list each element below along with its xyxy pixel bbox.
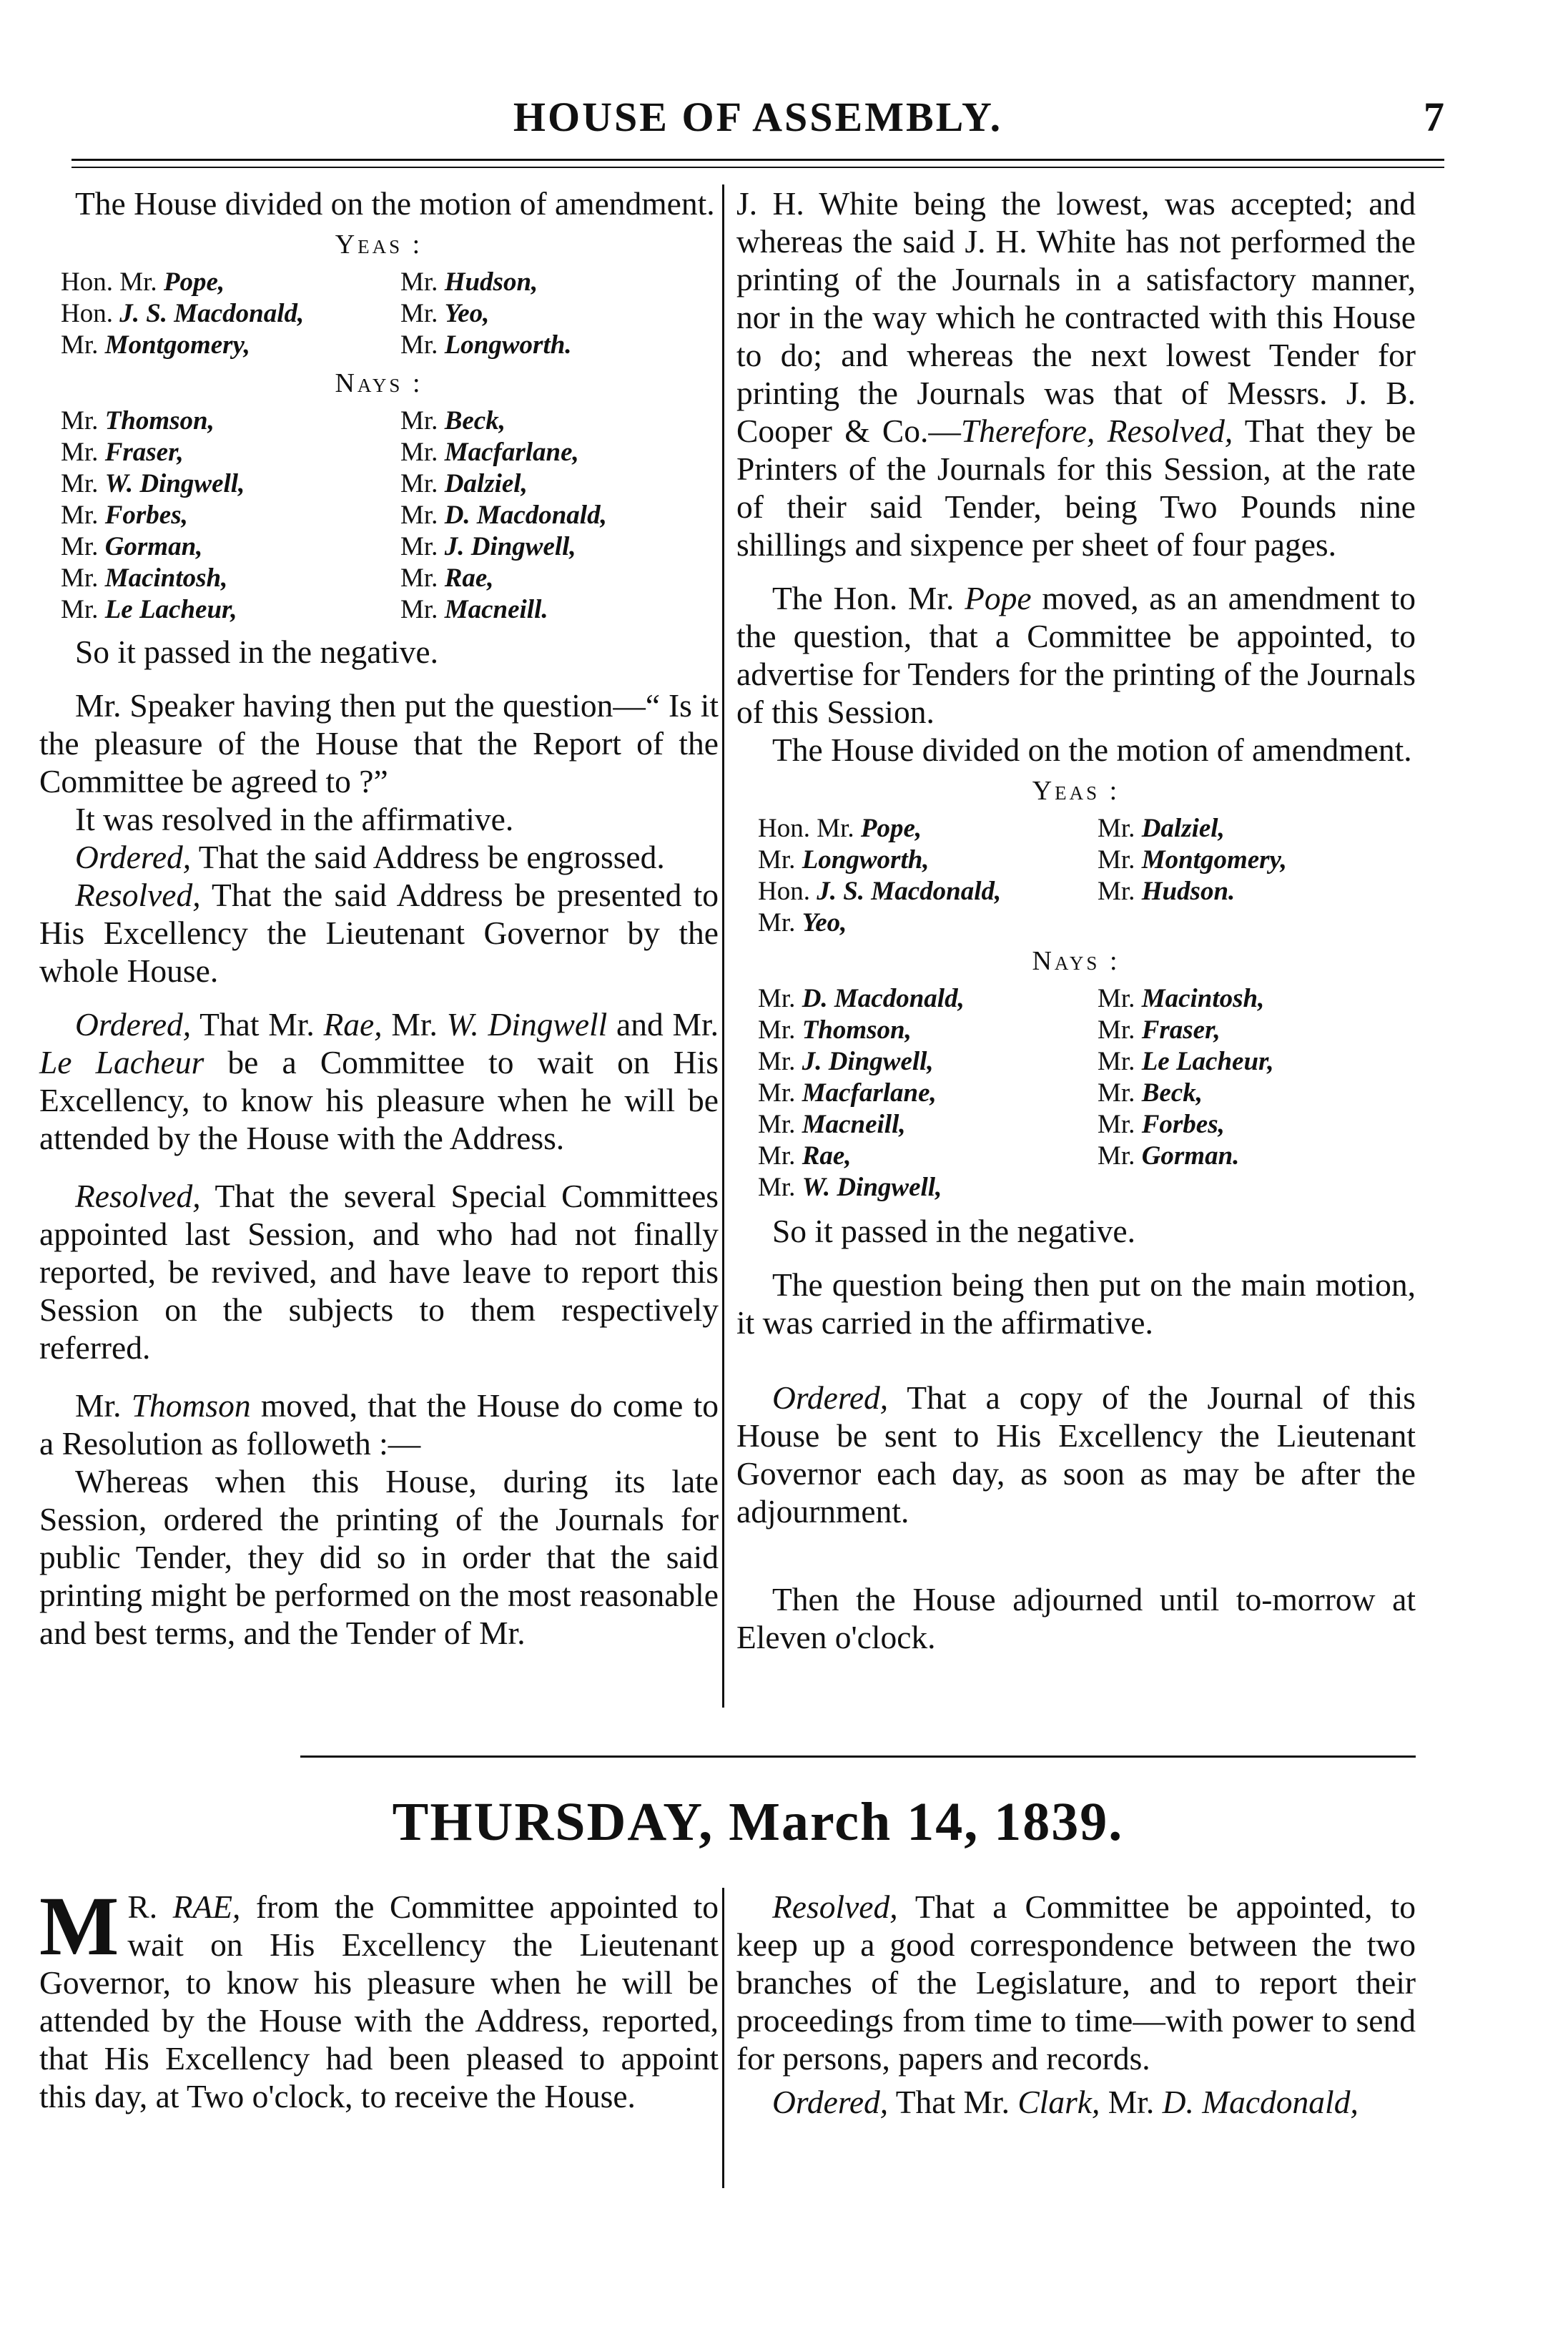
member-title: Mr. (400, 406, 445, 435)
member-title: Mr. (61, 563, 105, 593)
member-entry (758, 1015, 1076, 1046)
lead-word: Ordered, (772, 2084, 889, 2120)
member-entry (1098, 907, 1416, 939)
member-entry (61, 531, 379, 563)
paragraph (736, 184, 1416, 563)
paragraph: Then the House adjourned until to-morrow at Eleven o'clock. (736, 1581, 1416, 1655)
paragraph (736, 579, 1416, 731)
member-entry (1098, 1172, 1416, 1203)
member-entry (1098, 1109, 1416, 1141)
text: That the several Special Committees appointed last Session, and who had not finally reported, be revived, and have leave to report this Session on the subjects to them respectively referred. (39, 1178, 719, 1366)
member-title: Mr. (758, 1110, 802, 1139)
member-title: Mr. (400, 595, 445, 624)
member-title: Mr. (61, 330, 105, 360)
member-title: Mr. (1098, 1110, 1142, 1139)
member-title: Mr. (400, 469, 445, 498)
paragraph: So it passed in the negative. (75, 634, 438, 670)
text: moved, that the House do come to a Resolution as followeth :— (39, 1387, 719, 1462)
column-divider (722, 1888, 724, 2188)
member-title: Mr. (758, 984, 802, 1013)
member-title: Mr. (758, 1173, 802, 1202)
member-name: Macintosh, (104, 563, 228, 593)
member-name: RAE, (172, 1889, 241, 1925)
member-title: Mr. (1098, 877, 1142, 906)
member-entry (61, 594, 379, 626)
member-entry (758, 907, 1076, 939)
member-name: Dalziel, (444, 469, 528, 498)
member-name: Forbes, (104, 501, 188, 530)
member-entry (61, 298, 379, 330)
member-entry (400, 405, 719, 437)
member-name: Thomson (131, 1387, 251, 1424)
member-title: Mr. (1098, 1015, 1142, 1045)
day-heading: THURSDAY, March 14, 1839. (392, 1792, 1124, 1852)
text: That a Committee be appointed, to keep up a good correspondence between the two branches of the Legislature, and to report their proceedings from time to time—with power to send for persons, papers and records. (736, 1889, 1416, 2077)
paragraph: Mr. Speaker having then put the question—“ Is it the pleasure of the House that the Report of the Committee be agreed to ?” (39, 687, 719, 799)
text: Mr. (75, 1387, 132, 1424)
nays-list (736, 983, 1416, 1203)
text: moved, as an amendment to the question, that a Committee be appointed, to advertise for Tenders for the printing of the Journals of this Session. (736, 580, 1416, 730)
yeas-heading: Yeas : (1032, 776, 1120, 806)
member-title: Mr. (758, 1141, 802, 1171)
member-entry (758, 813, 1076, 844)
member-title: Mr. (1098, 1078, 1142, 1108)
member-name: W. Dingwell, (802, 1173, 942, 1202)
paragraph (736, 1888, 1416, 2077)
member-name: Thomson, (104, 406, 215, 435)
member-entry (400, 531, 719, 563)
member-title: Mr. (1098, 1047, 1142, 1076)
member-name: J. S. Macdonald, (119, 299, 305, 328)
member-entry (61, 500, 379, 531)
member-name: Macfarlane, (802, 1078, 937, 1108)
paragraph (39, 1387, 719, 1462)
member-title: Mr. (1098, 984, 1142, 1013)
member-entry (61, 468, 379, 500)
text: That the said Address be engrossed. (191, 839, 665, 875)
right-column-lower (736, 1888, 1416, 2121)
nays-list (39, 405, 719, 626)
member-name: Macneill, (802, 1110, 906, 1139)
paragraph (39, 876, 719, 990)
member-title: Mr. (758, 1078, 802, 1108)
member-name: Longworth. (444, 330, 572, 360)
member-name: Fraser, (104, 438, 184, 467)
member-entry (400, 330, 719, 361)
member-entry (758, 1172, 1076, 1203)
lead-word: Therefore, Resolved, (960, 413, 1233, 449)
member-title: Mr. (400, 438, 445, 467)
member-name: Le Lacheur (39, 1044, 204, 1080)
member-name: Gorman. (1141, 1141, 1240, 1171)
member-entry (400, 298, 719, 330)
member-name: Clark, (1017, 2084, 1100, 2120)
member-name: J. Dingwell, (802, 1047, 934, 1076)
header-rule (72, 159, 1444, 168)
member-title: Mr. (400, 501, 445, 530)
member-title: Hon. Mr. (61, 267, 164, 297)
member-name: Le Lacheur, (104, 595, 237, 624)
left-column (39, 184, 719, 1652)
member-name: D. Macdonald, (444, 501, 607, 530)
member-title: Mr. (400, 563, 445, 593)
text: That the said Address be presented to His Excellency the Lieutenant Governor by the whole House. (39, 877, 719, 989)
member-name: Macneill. (444, 595, 548, 624)
member-title: Mr. (400, 299, 445, 328)
text: be a Committee to wait on His Excellency, to know his pleasure when he will be attended by the House with the Address. (39, 1044, 719, 1156)
member-name: Hudson. (1141, 877, 1236, 906)
member-entry (758, 876, 1076, 907)
paragraph (736, 1379, 1416, 1530)
member-name: Fraser, (1141, 1015, 1221, 1045)
member-name: W. Dingwell (446, 1006, 608, 1043)
lead-word: Ordered, (772, 1379, 889, 1416)
member-title: Mr. (1098, 845, 1142, 875)
member-name: Beck, (1141, 1078, 1203, 1108)
member-title: Mr. (758, 845, 802, 875)
member-title: Mr. (758, 908, 802, 937)
member-name: Hudson, (444, 267, 538, 297)
member-entry (400, 563, 719, 594)
running-title: HOUSE OF ASSEMBLY. (513, 94, 1003, 140)
member-entry (61, 267, 379, 298)
nays-heading: Nays : (335, 368, 423, 398)
member-title: Mr. (1098, 1141, 1142, 1171)
lead-word: Ordered, (75, 1006, 192, 1043)
member-name: Longworth, (802, 845, 930, 875)
member-name: Yeo, (444, 299, 490, 328)
paragraph: It was resolved in the affirmative. (75, 801, 514, 837)
member-entry (400, 500, 719, 531)
text: The Hon. Mr. (772, 580, 965, 616)
member-title: Mr. (758, 1047, 802, 1076)
paragraph (39, 1177, 719, 1366)
lead-word: Resolved, (75, 1178, 201, 1214)
member-title: Mr. (61, 501, 105, 530)
text: from the Committee appointed to wait on His Excellency the Lieutenant Governor, to know his pleasure when he will be attended by the House with the Address, reported, that His Excellency had been pleased to appoint this day, at Two o'clock, to receive the House. (39, 1889, 719, 2114)
member-entry (758, 983, 1076, 1015)
member-title: Mr. (1098, 814, 1142, 843)
member-entry (1098, 1046, 1416, 1078)
member-name: Yeo, (802, 908, 847, 937)
member-entry (1098, 1078, 1416, 1109)
member-name: Rae, (444, 563, 494, 593)
member-name: Montgomery, (1141, 845, 1287, 875)
member-title: Mr. (61, 595, 105, 624)
member-entry (1098, 876, 1416, 907)
member-entry (61, 563, 379, 594)
member-name: Dalziel, (1141, 814, 1225, 843)
member-title: Mr. (61, 532, 105, 561)
member-entry (1098, 983, 1416, 1015)
paragraph (736, 2083, 1416, 2121)
member-name: Gorman, (104, 532, 203, 561)
paragraph: The House divided on the motion of amendment. (75, 185, 715, 222)
text: That a copy of the Journal of this House be sent to His Excellency the Lieutenant Governor each day, as soon as may be after the adjournment. (736, 1379, 1416, 1530)
paragraph: The question being then put on the main motion, it was carried in the affirmative. (736, 1266, 1416, 1341)
member-entry (1098, 1141, 1416, 1172)
member-entry (400, 594, 719, 626)
member-name: Pope, (860, 814, 922, 843)
text: J. H. White being the lowest, was accepted; and whereas the said J. H. White has not performed the printing of the Journals in a satisfactory manner, nor in the way which he contracted with this House to do; and whereas the next lowest Tender for printing the Journals was that of Messrs. J. B. Cooper & Co.— (736, 185, 1416, 449)
text: That Mr. (888, 2084, 1018, 2120)
text: R. (127, 1889, 173, 1925)
member-name: Pope (965, 580, 1032, 616)
member-entry (400, 267, 719, 298)
member-entry (61, 405, 379, 437)
member-title: Mr. (758, 1015, 802, 1045)
member-title: Mr. (400, 532, 445, 561)
lead-word: Resolved, (75, 877, 201, 913)
member-name: W. Dingwell, (104, 469, 245, 498)
paragraph (39, 1005, 719, 1157)
drop-cap: M (39, 1879, 119, 1973)
member-title: Mr. (61, 406, 105, 435)
member-title: Mr. (400, 267, 445, 297)
paragraph: The House divided on the motion of amendment. (772, 732, 1412, 768)
member-name: Beck, (444, 406, 506, 435)
column-divider (722, 184, 724, 1708)
left-column-lower (39, 1879, 719, 2115)
text: Mr. (1100, 2084, 1163, 2120)
member-entry (758, 1141, 1076, 1172)
member-entry (400, 437, 719, 468)
member-name: Le Lacheur, (1141, 1047, 1274, 1076)
member-entry (400, 468, 719, 500)
paragraph (39, 838, 719, 876)
text: That they be Printers of the Journals for this Session, at the rate of their said Tender, being Two Pounds nine shillings and sixpence per sheet of four pages. (736, 413, 1416, 563)
text: and Mr. (607, 1006, 719, 1043)
text: Mr. (382, 1006, 447, 1043)
nays-heading: Nays : (1032, 946, 1120, 976)
member-entry (758, 1078, 1076, 1109)
member-name: Forbes, (1141, 1110, 1225, 1139)
member-name: D. Macdonald, (1162, 2084, 1359, 2120)
member-name: Montgomery, (104, 330, 250, 360)
member-entry (758, 1109, 1076, 1141)
text: That Mr. (191, 1006, 324, 1043)
paragraph: Whereas when this House, during its late Session, ordered the printing of the Journals for public Tender, they did so in order that the said printing might be performed on the most reasonable and best terms, and the Tender of Mr. (39, 1463, 719, 1651)
member-entry (758, 844, 1076, 876)
yeas-list (736, 813, 1416, 939)
member-name: J. Dingwell, (444, 532, 576, 561)
member-name: Pope, (163, 267, 225, 297)
member-name: Rae, (802, 1141, 852, 1171)
member-name: Macintosh, (1141, 984, 1265, 1013)
member-entry (61, 437, 379, 468)
right-column (736, 184, 1416, 1656)
member-name: D. Macdonald, (802, 984, 965, 1013)
lead-word: Resolved, (772, 1889, 898, 1925)
member-title: Mr. (400, 330, 445, 360)
member-title: Hon. (758, 877, 817, 906)
member-title: Hon. Mr. (758, 814, 861, 843)
member-name: Thomson, (802, 1015, 912, 1045)
member-entry (1098, 844, 1416, 876)
member-name: J. S. Macdonald, (817, 877, 1002, 906)
member-title: Hon. (61, 299, 120, 328)
member-title: Mr. (61, 438, 105, 467)
paragraph (39, 1879, 719, 2115)
member-name: Macfarlane, (444, 438, 579, 467)
lead-word: Ordered, (75, 839, 192, 875)
page-header (72, 86, 1444, 150)
member-name: Rae, (323, 1006, 383, 1043)
member-title: Mr. (61, 469, 105, 498)
yeas-heading: Yeas : (335, 230, 423, 260)
page-number: 7 (1424, 94, 1444, 140)
member-entry (61, 330, 379, 361)
yeas-list (39, 267, 719, 361)
section-rule (300, 1755, 1416, 1758)
paragraph: So it passed in the negative. (772, 1213, 1135, 1249)
member-entry (1098, 1015, 1416, 1046)
member-entry (1098, 813, 1416, 844)
member-entry (758, 1046, 1076, 1078)
